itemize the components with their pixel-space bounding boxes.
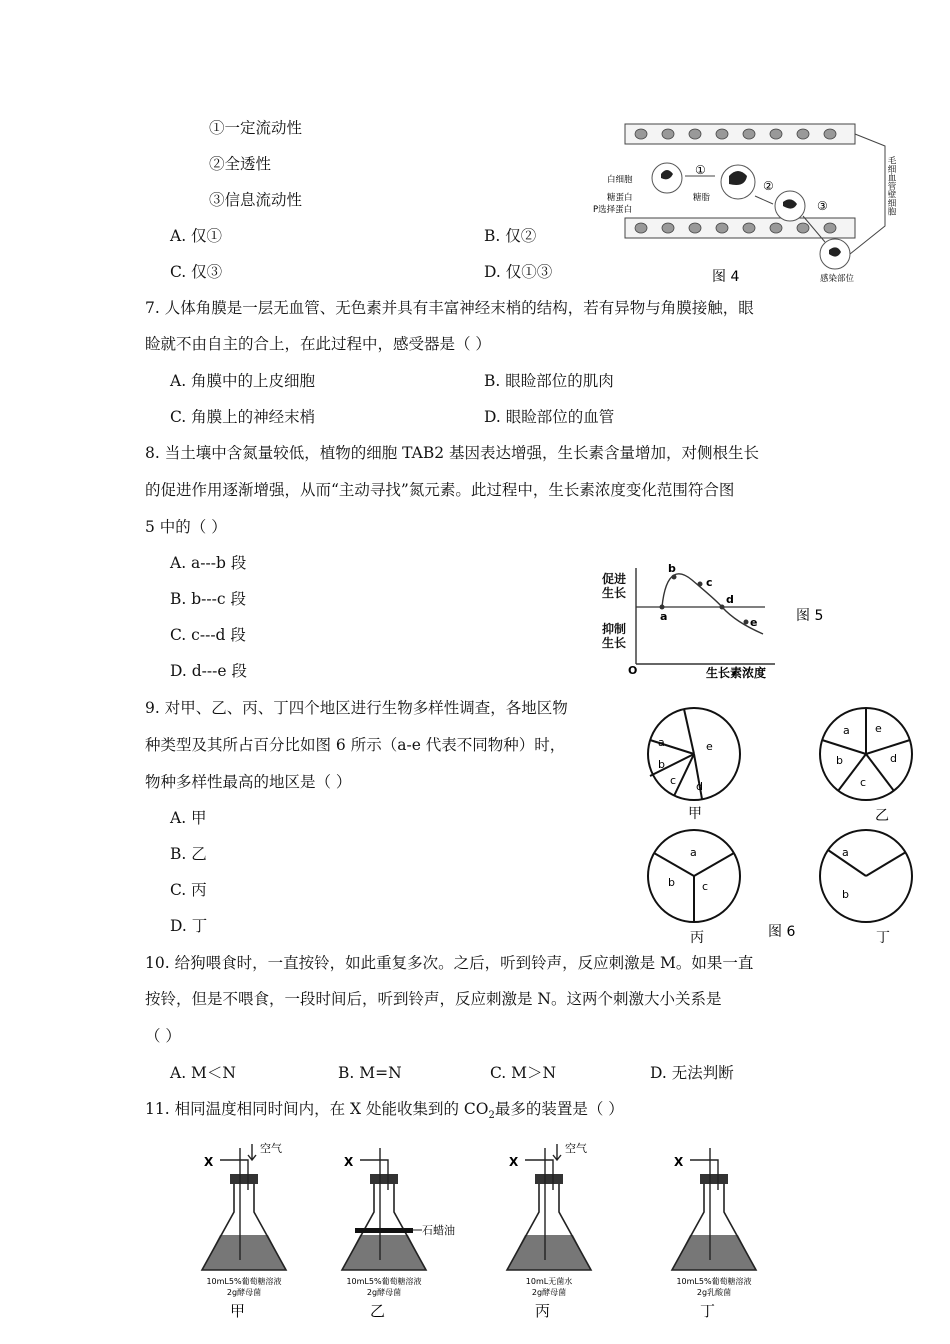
flask-liquid: [672, 1235, 756, 1270]
yi-e: e: [875, 722, 882, 735]
fig4-label-wall-cell: [886, 156, 896, 216]
flask-stopper: [700, 1174, 728, 1184]
flask-liquid: [202, 1235, 286, 1270]
yi-c: c: [860, 776, 867, 789]
fig6-region-yi: 乙: [875, 808, 889, 824]
fig5-xlabel: 生长素浓度: [706, 666, 767, 680]
fig6-region-ding: 丁: [876, 930, 890, 946]
flask-name: 甲: [230, 1302, 246, 1320]
q6-option-c: C. 仅③: [170, 263, 223, 281]
flask-apparatus-3: [495, 1140, 625, 1320]
q11-stem-prefix: 11. 相同温度相同时间内，在 X 处能收集到的 CO: [145, 1100, 489, 1118]
flask-x-label: X: [204, 1155, 214, 1169]
q11-stem-sub: 2: [488, 1110, 495, 1122]
flask-air-label: 空气: [565, 1142, 587, 1155]
fig5-caption: 图 5: [796, 608, 824, 624]
q9-option-b: B. 乙: [170, 845, 207, 863]
q6-item-2: ②全透性: [209, 155, 272, 173]
q7-option-a: A. 角膜中的上皮细胞: [170, 372, 316, 390]
flask-x-label: X: [674, 1155, 684, 1169]
air-arrow-icon: [248, 1144, 256, 1160]
air-arrow-icon: [553, 1144, 561, 1160]
flask-stopper: [370, 1174, 398, 1184]
bing-b: b: [668, 876, 675, 889]
fig4-label-infection: 感染部位: [820, 274, 855, 284]
q10-option-d: D. 无法判断: [650, 1064, 734, 1082]
bing-a: a: [690, 846, 697, 859]
flask-organism-label: 2g酵母菌: [531, 1288, 567, 1297]
q8-option-b: B. b---c 段: [170, 590, 246, 608]
q8-stem-line3: 5 中的（ ）: [145, 518, 227, 536]
q8-option-d: D. d---e 段: [170, 662, 247, 680]
q6-item-1: ①一定流动性: [209, 119, 303, 137]
flask-solution-label: 10mL无菌水: [525, 1277, 573, 1286]
q6-item-3: ③信息流动性: [209, 191, 303, 209]
bing-c: c: [702, 880, 709, 893]
flask-apparatus-2: [330, 1140, 460, 1320]
fig5-promote-label: 促进生长: [602, 572, 627, 600]
q10-option-a: A. M＜N: [170, 1064, 236, 1082]
yi-a: a: [843, 724, 850, 737]
q9-stem-line3: 物种多样性最高的地区是（ ）: [145, 773, 352, 791]
fig5-point-c: c: [706, 576, 713, 589]
flask-apparatus-1: [190, 1140, 320, 1320]
flask-air-label: 空气: [260, 1142, 282, 1155]
flask-liquid: [342, 1235, 426, 1270]
flask-apparatus-4: [660, 1140, 790, 1320]
flask-organism-label: 2g酵母菌: [226, 1288, 262, 1297]
q7-stem-line2: 睑就不由自主的合上，在此过程中，感受器是（ ）: [145, 335, 491, 353]
figure-6-pie-charts: [638, 706, 928, 946]
q8-option-c: C. c---d 段: [170, 626, 246, 644]
figure-4-white-cell-diagram: [585, 116, 905, 288]
q7-option-b: B. 眼睑部位的肌肉: [484, 372, 614, 390]
fig5-inhibit-label: 抑制生长: [602, 622, 627, 650]
jia-d: d: [696, 780, 703, 793]
q10-option-c: C. M＞N: [490, 1064, 557, 1082]
q7-option-d: D. 眼睑部位的血管: [484, 408, 615, 426]
q11-stem-suffix: 最多的装置是（ ）: [494, 1100, 624, 1118]
q6-option-d: D. 仅①③: [484, 263, 553, 281]
q8-option-a: A. a---b 段: [170, 554, 247, 572]
fig4-step-2: ②: [763, 179, 774, 193]
flask-oil-label: 石蜡油: [422, 1224, 455, 1237]
fig4-label-p-selectin: P选择蛋白: [593, 205, 633, 215]
q6-option-a: A. 仅①: [170, 227, 223, 245]
flask-solution-label: 10mL5%葡萄糖溶液: [346, 1277, 422, 1286]
fig5-point-e: e: [750, 616, 758, 629]
flask-x-label: X: [509, 1155, 519, 1169]
q8-stem-line2: 的促进作用逐渐增强，从而“主动寻找”氮元素。此过程中，生长素浓度变化范围符合图: [145, 481, 735, 499]
q11-stem: [145, 1099, 624, 1126]
jia-b: b: [658, 758, 665, 771]
flask-name: 丁: [700, 1302, 716, 1320]
fig5-point-a: a: [660, 610, 668, 623]
flask-organism-label: 2g酵母菌: [366, 1288, 402, 1297]
q9-option-c: C. 丙: [170, 881, 207, 899]
yi-d: d: [890, 752, 897, 765]
q10-stem-line1: 10. 给狗喂食时，一直按铃，如此重复多次。之后，听到铃声，反应刺激是 M。如果一直: [145, 954, 754, 972]
flask-x-label: X: [344, 1155, 354, 1169]
q10-stem-line2: 按铃，但是不喂食，一段时间后，听到铃声，反应刺激是 N。这两个刺激大小关系是: [145, 990, 722, 1008]
q7-stem-line1: 7. 人体角膜是一层无血管、无色素并具有丰富神经末梢的结构，若有异物与角膜接触，眼: [145, 299, 754, 317]
q10-stem-line3: （ ）: [145, 1027, 181, 1045]
flask-stopper: [535, 1174, 563, 1184]
flask-organism-label: 2g乳酸菌: [696, 1288, 732, 1297]
fig6-region-jia: 甲: [688, 806, 702, 822]
q9-option-a: A. 甲: [170, 809, 207, 827]
flask-solution-label: 10mL5%葡萄糖溶液: [206, 1277, 282, 1286]
fig4-label-glycoprotein: 糖蛋白: [607, 193, 633, 203]
jia-c: c: [670, 774, 677, 787]
ding-b: b: [842, 888, 849, 901]
paraffin-oil-layer: [355, 1228, 413, 1233]
flask-liquid: [507, 1235, 591, 1270]
flask-name: 乙: [370, 1302, 386, 1320]
flask-stopper: [230, 1174, 258, 1184]
fig4-step-1: ①: [695, 163, 706, 177]
q6-option-b: B. 仅②: [484, 227, 537, 245]
flask-solution-label: 10mL5%葡萄糖溶液: [676, 1277, 752, 1286]
fig4-caption: 图 4: [712, 269, 740, 285]
q9-stem-line2: 种类型及其所占百分比如图 6 所示（a-e 代表不同物种）时，: [145, 736, 566, 754]
fig4-label-sugar-lipid: 糖脂: [693, 193, 711, 203]
fig5-point-b: b: [668, 562, 676, 575]
fig6-region-bing: 丙: [690, 930, 704, 946]
jia-e: e: [706, 740, 713, 753]
fig6-caption: 图 6: [768, 924, 796, 940]
yi-b: b: [836, 754, 843, 767]
fig4-label-wbc: 白细胞: [607, 175, 633, 185]
q7-option-c: C. 角膜上的神经末梢: [170, 408, 316, 426]
q9-option-d: D. 丁: [170, 917, 208, 935]
fig5-origin: O: [628, 664, 638, 677]
flask-name: 丙: [535, 1302, 551, 1320]
jia-a: a: [658, 736, 665, 749]
ding-a: a: [842, 846, 849, 859]
fig4-wall-cell-text: 毛细血管壁细胞: [886, 156, 896, 216]
fig4-step-3: ③: [817, 199, 828, 213]
q8-stem-line1: 8. 当土壤中含氮量较低，植物的细胞 TAB2 基因表达增强，生长素含量增加，对侧根生长: [145, 444, 760, 462]
fig5-point-d: d: [726, 593, 734, 606]
q10-option-b: B. M=N: [338, 1064, 402, 1082]
q9-stem-line1: 9. 对甲、乙、丙、丁四个地区进行生物多样性调查，各地区物: [145, 699, 568, 717]
figure-5-auxin-curve: [600, 560, 830, 682]
